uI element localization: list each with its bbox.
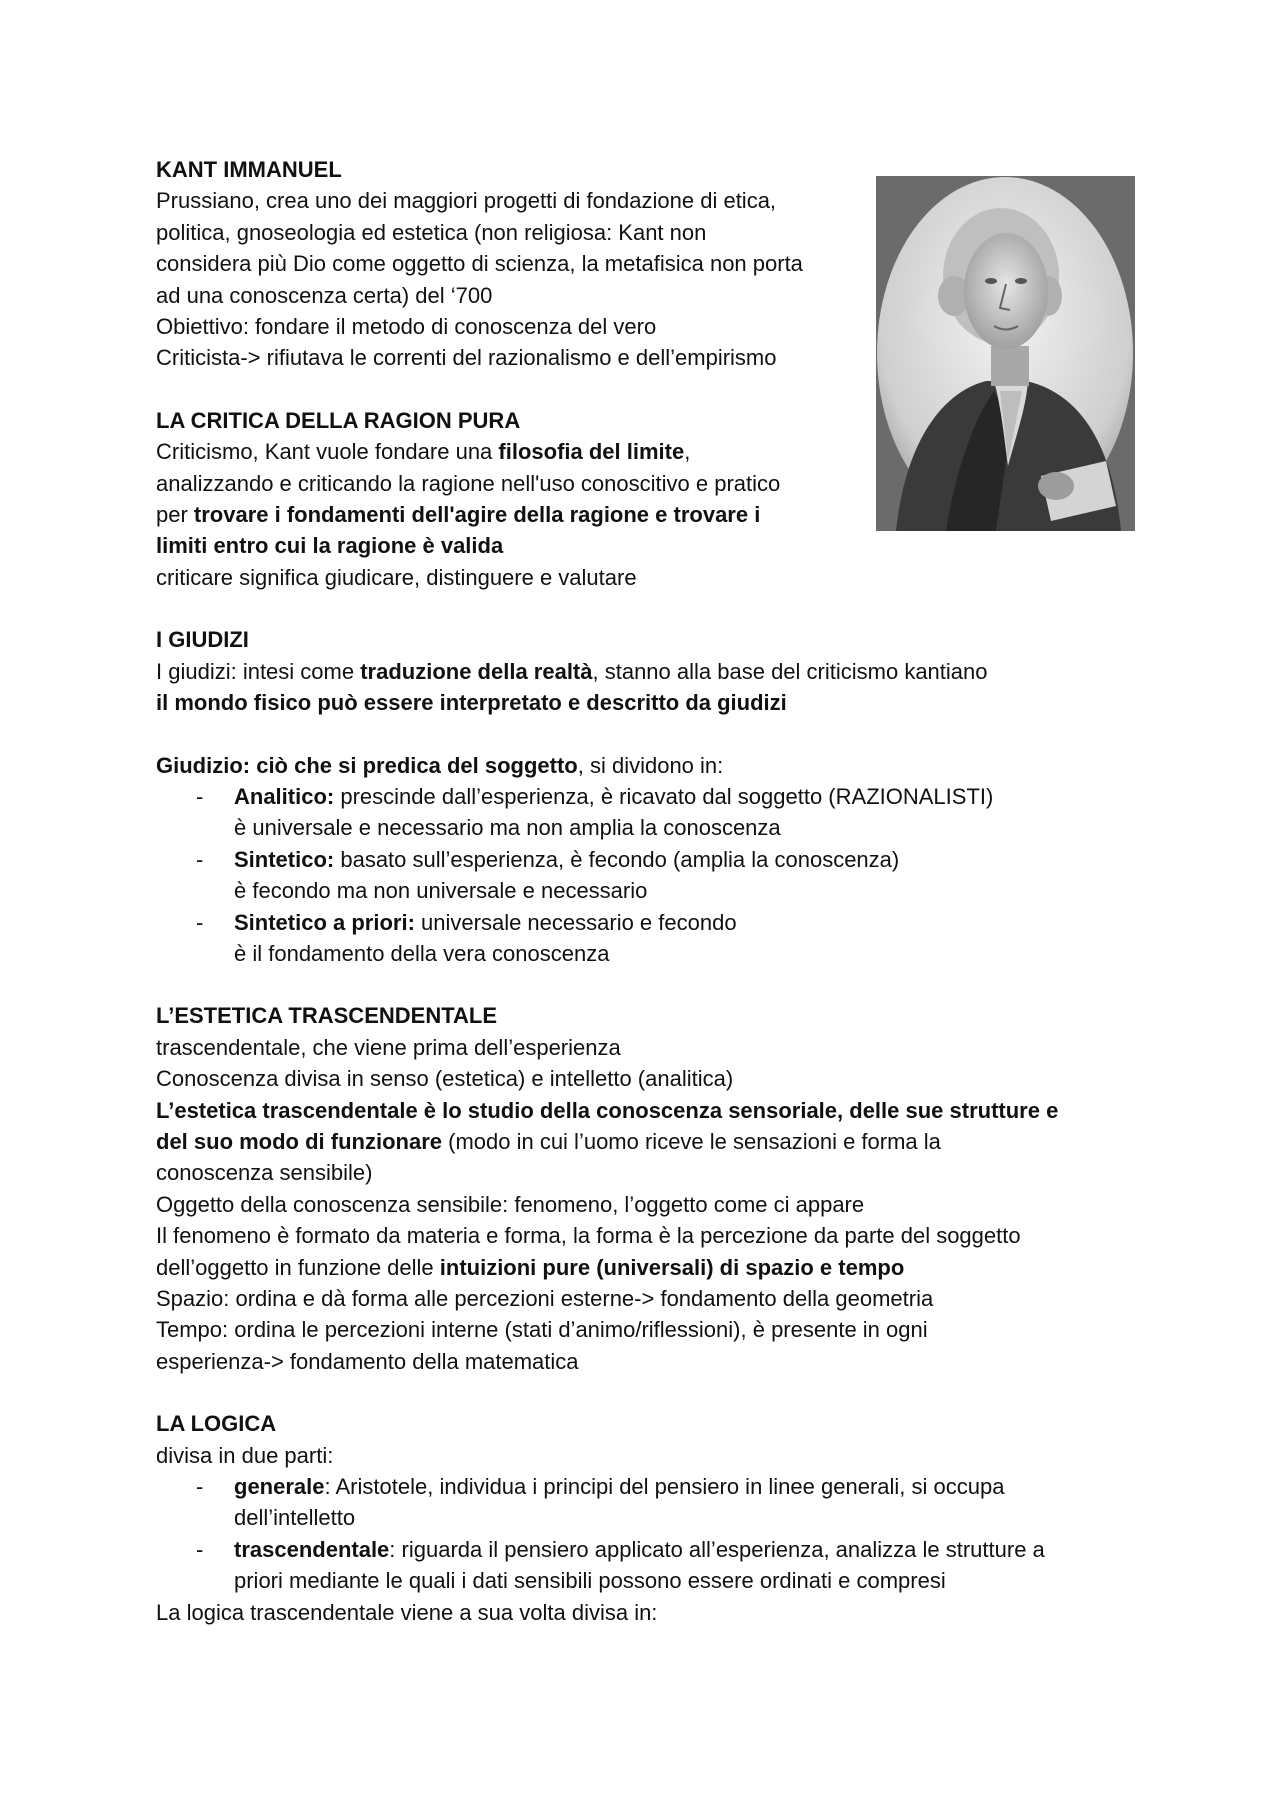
text-line: criticare significa giudicare, distinguere e valutare bbox=[156, 564, 637, 590]
text-line: Il fenomeno è formato da materia e forma, la forma è la percezione da parte del soggetto bbox=[156, 1223, 1021, 1249]
text-line: limiti entro cui la ragione è valida bbox=[156, 533, 504, 559]
text-line: Oggetto della conoscenza sensibile: fenomeno, l’oggetto come ci appare bbox=[156, 1191, 865, 1217]
text-line: La logica trascendentale viene a sua volta divisa in: bbox=[156, 1599, 658, 1625]
text-line: Tempo: ordina le percezioni interne (stati d’animo/riflessioni), è presente in ogni bbox=[156, 1317, 928, 1343]
heading-estetica: L’ESTETICA TRASCENDENTALE bbox=[156, 1003, 498, 1029]
section-giudizi bbox=[156, 624, 1136, 969]
text-line: per trovare i fondamenti dell'agire della ragione e trovare i bbox=[156, 502, 761, 528]
heading-giudizi: I GIUDIZI bbox=[156, 627, 249, 653]
logica-list bbox=[156, 1471, 1136, 1597]
text-line: Spazio: ordina e dà forma alle percezioni esterne-> fondamento della geometria bbox=[156, 1286, 934, 1311]
text-line: Prussiano, crea uno dei maggiori progetti di fondazione di etica, bbox=[156, 188, 777, 214]
heading-kant: KANT IMMANUEL bbox=[156, 157, 342, 182]
text-line: Criticista-> rifiutava le correnti del razionalismo e dell’empirismo bbox=[156, 345, 777, 371]
text-line: analizzando e criticando la ragione nell'uso conoscitivo e pratico bbox=[156, 470, 781, 496]
text-line: divisa in due parti: bbox=[156, 1442, 334, 1468]
document-body bbox=[156, 154, 1136, 1659]
section-critica bbox=[156, 405, 1136, 593]
list-item: - generale: Aristotele, individua i principi del pensiero in linee generali, si occupa dell’intelletto bbox=[196, 1474, 1005, 1531]
text-line: considera più Dio come oggetto di scienza, la metafisica non porta bbox=[156, 251, 803, 277]
list-item: - trascendentale: riguarda il pensiero applicato all’esperienza, analizza le strutture a priori mediante le quali i dati sensibili possono essere ordinati e compresi bbox=[196, 1536, 1045, 1594]
giudizi-list bbox=[156, 781, 1136, 969]
text-line: Conoscenza divisa in senso (estetica) e intelletto (analitica) bbox=[156, 1066, 734, 1092]
text-line: ad una conoscenza certa) del ‘700 bbox=[156, 282, 493, 308]
section-logica bbox=[156, 1408, 1136, 1628]
text-line: il mondo fisico può essere interpretato e descritto da giudizi bbox=[156, 690, 787, 716]
text-line: dell’oggetto in funzione delle intuizioni pure (universali) di spazio e tempo bbox=[156, 1254, 905, 1280]
text-line: Giudizio: ciò che si predica del soggetto, si dividono in: bbox=[156, 752, 724, 778]
text-line: politica, gnoseologia ed estetica (non religiosa: Kant non bbox=[156, 219, 707, 245]
text-line: esperienza-> fondamento della matematica bbox=[156, 1348, 579, 1374]
text-line: L’estetica trascendentale è lo studio della conoscenza sensoriale, delle sue strutture e bbox=[156, 1097, 1059, 1123]
section-kant bbox=[156, 154, 1136, 374]
list-item: - Analitico: prescinde dall’esperienza, è ricavato dal soggetto (RAZIONALISTI) è universale e necessario ma non amplia la conoscenza bbox=[196, 783, 994, 841]
heading-critica: LA CRITICA DELLA RAGION PURA bbox=[156, 407, 521, 433]
section-estetica bbox=[156, 1000, 1136, 1377]
text-line: Obiettivo: fondare il metodo di conoscenza del vero bbox=[156, 314, 657, 340]
list-item: - Sintetico a priori: universale necessario e fecondo è il fondamento della vera conoscenza bbox=[196, 909, 737, 966]
text-line: trascendentale, che viene prima dell’esperienza bbox=[156, 1034, 621, 1060]
text-line: del suo modo di funzionare (modo in cui l’uomo riceve le sensazioni e forma la bbox=[156, 1128, 941, 1154]
list-item: - Sintetico: basato sull’esperienza, è fecondo (amplia la conoscenza) è fecondo ma non universale e necessario bbox=[196, 846, 900, 904]
text-line: conoscenza sensibile) bbox=[156, 1160, 373, 1186]
heading-logica: LA LOGICA bbox=[156, 1411, 277, 1437]
text-line: I giudizi: intesi come traduzione della realtà, stanno alla base del criticismo kantiano bbox=[156, 658, 988, 684]
text-line: Criticismo, Kant vuole fondare una filosofia del limite, bbox=[156, 439, 691, 465]
